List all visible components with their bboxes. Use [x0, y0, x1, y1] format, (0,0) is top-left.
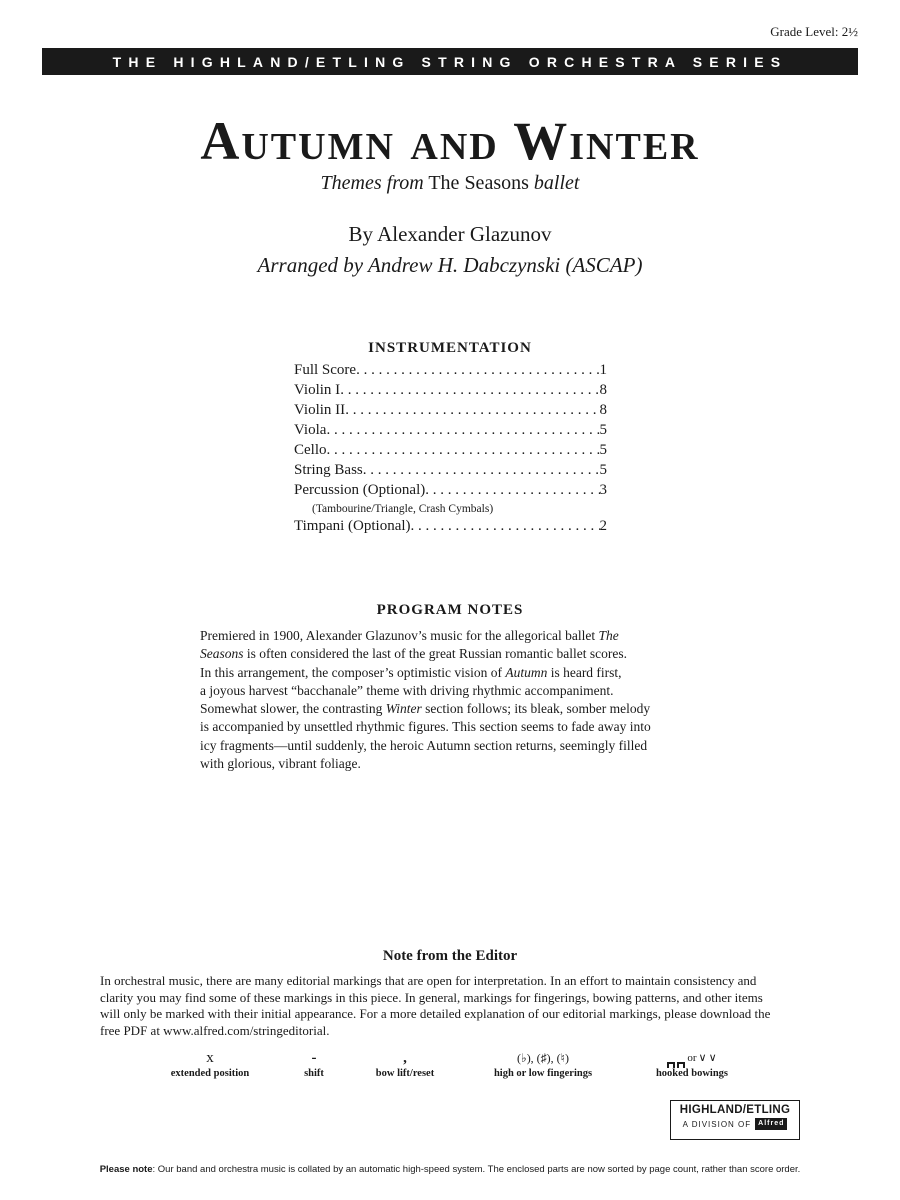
- instrument-name: Full Score: [294, 362, 357, 378]
- instrument-count: 5: [599, 422, 607, 438]
- marking-label: high or low fingerings: [493, 1068, 593, 1079]
- program-notes-heading: PROGRAM NOTES: [376, 602, 524, 618]
- instrument-row: [294, 402, 607, 422]
- program-line: is accompanied by unsettled rhythmic figures. This section seems to fade away into: [200, 719, 651, 735]
- division-text: A DIVISION OF: [682, 1119, 752, 1129]
- program-notes-body: [200, 627, 740, 773]
- instrument-row: [294, 518, 607, 538]
- publisher-division: [671, 1118, 799, 1130]
- footer-text: : Our band and orchestra music is collated by an automatic high-speed system. The enclosed parts are now sorted by page count, rather than score order.: [152, 1164, 801, 1175]
- instrument-row: [294, 462, 607, 482]
- upbow-icon: ∨: [708, 1052, 717, 1064]
- instrument-count: 1: [599, 362, 607, 378]
- editor-line: free PDF at www.alfred.com/stringeditorial.: [100, 1022, 330, 1038]
- instrument-name: Violin II: [294, 402, 346, 418]
- leader-dots: [356, 362, 599, 379]
- piece-subtitle: [0, 172, 900, 195]
- leader-dots: [363, 462, 600, 479]
- instrument-name: Percussion (Optional): [294, 482, 426, 498]
- instrument-row: [294, 362, 607, 382]
- instrument-name: String Bass: [294, 462, 363, 478]
- subtitle-work: The Seasons: [428, 172, 529, 194]
- footer-label: Please note: [99, 1164, 153, 1175]
- publisher-logo: [670, 1100, 800, 1140]
- subtitle-suffix: ballet: [533, 172, 580, 194]
- instrument-count: 3: [599, 482, 607, 498]
- marking-label: hooked bowings: [655, 1068, 729, 1079]
- upbow-icon: ∨: [698, 1052, 707, 1064]
- instrument-row: [294, 382, 607, 402]
- composer-credit: By Alexander Glazunov: [348, 222, 552, 246]
- leader-dots: [345, 402, 599, 419]
- bowing-or-text: or: [687, 1052, 697, 1064]
- instrument-name: Violin I: [294, 382, 341, 398]
- footer-note: [0, 1164, 900, 1175]
- instrument-row: [294, 422, 607, 442]
- program-line: Somewhat slower, the contrasting Winter section follows; its bleak, somber melody: [200, 701, 651, 717]
- program-line: icy fragments—until suddenly, the heroic Autumn section returns, seemingly filled: [200, 737, 648, 753]
- marking-symbol: -: [311, 1050, 317, 1066]
- marking-extended-position: [160, 1048, 260, 1079]
- marking-symbol: [642, 1048, 742, 1068]
- instrument-row: [294, 442, 607, 462]
- leader-dots: [327, 442, 600, 459]
- publisher-name: HIGHLAND/ETLING: [679, 1104, 791, 1116]
- marking-symbol: x: [206, 1050, 214, 1066]
- marking-label: bow lift/reset: [375, 1068, 435, 1079]
- hooked-bowing-symbols: [667, 1048, 716, 1068]
- marking-symbol: ,: [403, 1050, 407, 1066]
- instrument-name: Viola: [294, 422, 327, 438]
- instrument-name: Timpani (Optional): [294, 518, 411, 534]
- instrumentation-heading: INSTRUMENTATION: [368, 340, 532, 356]
- marking-symbol: (♭), (♯), (♮): [517, 1051, 569, 1065]
- instrumentation-list: [294, 362, 607, 538]
- instrument-count: 5: [599, 462, 607, 478]
- series-banner: [42, 48, 858, 75]
- instrument-count: 8: [599, 402, 607, 418]
- editor-line: In orchestral music, there are many editorial markings that are open for interpretation. In an effort to maintain consistency and: [100, 973, 757, 988]
- marking-shift: [284, 1048, 344, 1079]
- leader-dots: [425, 482, 599, 499]
- marking-label: extended position: [170, 1068, 250, 1079]
- editor-line: clarity you may find some of these markings in this piece. In general, markings for fingerings, bowing patterns, and other items: [100, 989, 763, 1005]
- subtitle-prefix: Themes from: [320, 172, 424, 194]
- instrument-note: (Tambourine/Triangle, Crash Cymbals): [312, 503, 494, 515]
- grade-level: Grade Level: 2½: [770, 24, 858, 39]
- instrument-row: [294, 482, 607, 502]
- marking-hooked-bowings: [642, 1048, 742, 1079]
- program-line: a joyous harvest “bacchanale” theme with driving rhythmic accompaniment.: [200, 682, 614, 698]
- editor-note-body: [100, 973, 820, 1039]
- program-line: Seasons is often considered the last of the great Russian romantic ballet scores.: [200, 646, 628, 662]
- leader-dots: [411, 518, 600, 535]
- program-line: In this arrangement, the composer’s optimistic vision of Autumn is heard first,: [200, 664, 622, 680]
- marking-fingerings: [480, 1048, 606, 1079]
- marking-label: shift: [304, 1068, 324, 1079]
- leader-dots: [340, 382, 599, 399]
- editor-line: will only be marked with their initial appearance. For a more detailed explanation of our editorial markings, please download the: [100, 1006, 771, 1021]
- alfred-logo: Alfred: [755, 1118, 787, 1130]
- editor-note-heading: Note from the Editor: [382, 948, 518, 964]
- instrument-count: 2: [599, 518, 607, 534]
- marking-bow-lift: [365, 1048, 445, 1079]
- program-line: Premiered in 1900, Alexander Glazunov’s music for the allegorical ballet The: [200, 628, 619, 643]
- program-line: with glorious, vibrant foliage.: [200, 756, 361, 772]
- arranger-credit: Arranged by Andrew H. Dabczynski (ASCAP): [257, 253, 643, 277]
- series-title: THE HIGHLAND/ETLING STRING ORCHESTRA SERIES: [112, 53, 788, 70]
- instrument-count: 8: [599, 382, 607, 398]
- instrument-name: Cello: [294, 442, 327, 458]
- leader-dots: [326, 422, 599, 439]
- piece-title: Autumn and Winter: [200, 111, 700, 171]
- instrument-count: 5: [599, 442, 607, 458]
